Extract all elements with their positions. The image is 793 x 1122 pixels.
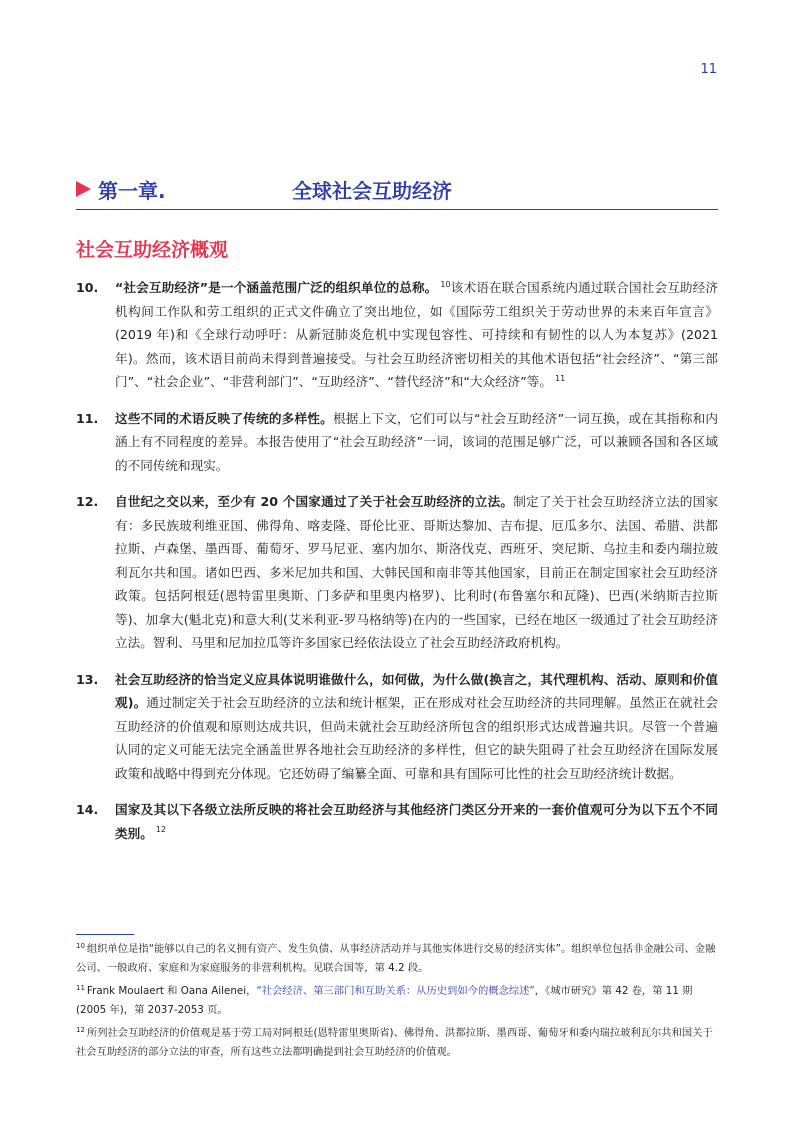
footnote-11 <box>76 982 718 1020</box>
paragraph-number: 10. <box>76 280 99 295</box>
footnote-link[interactable]: “社会经济、第三部门和互助关系：从历史到如今的概念综述” <box>256 985 535 997</box>
paragraph-11 <box>76 407 718 478</box>
footnote-number: 12 <box>76 1025 85 1034</box>
footnote-10 <box>76 940 718 978</box>
page-number: 11 <box>700 62 717 77</box>
footnotes <box>76 940 718 1066</box>
paragraph-lead: 自世纪之交以来，至少有 20 个国家通过了关于社会互助经济的立法。 <box>115 494 514 509</box>
footnote-ref: 10 <box>440 279 451 289</box>
footnote-text: 组织单位是指“能够以自己的名义拥有资产、发生负债、从事经济活动并与其他实体进行交易的经济实体”。组织单位包括非金融公司、金融公司、一般政府、家庭和为家庭服务的非营利机构。见联合国等，第 4.2 段。 <box>76 943 716 974</box>
paragraph-body: 制定了关于社会互助经济立法的国家有：多民族玻利维亚国、佛得角、喀麦隆、哥伦比亚、哥斯达黎加、吉布提、厄瓜多尔、法国、希腊、洪都拉斯、卢森堡、墨西哥、葡萄牙、罗马尼亚、塞内加尔、斯洛伐克、西班牙、突尼斯、乌拉圭和委内瑞拉玻利瓦尔共和国。诸如巴西、多米尼加共和国、大韩民国和南非等其他国家，目前正在制定国家社会互助经济政策。包括阿根廷(恩特雷里奥斯、门多萨和里奥内格罗)、比利时(布鲁塞尔和瓦隆)、巴西(米纳斯吉拉斯等)、加拿大(魁北克)和意大利(艾米利亚-罗马格纳等)在内的一些国家，已经在地区一级通过了社会互助经济立法。智利、马里和尼加拉瓜等许多国家已经依法设立了社会互助经济政府机构。 <box>115 494 719 650</box>
footnote-text: 所列社会互助经济的价值观是基于劳工局对阿根廷(恩特雷里奥斯省)、佛得角、洪都拉斯、墨西哥、葡萄牙和委内瑞拉玻利瓦尔共和国关于社会互助经济的部分立法的审查，所有这些立法都明确提到社会互助经济的价值观。 <box>76 1027 713 1058</box>
paragraph-number: 14. <box>76 802 99 817</box>
paragraph-lead: “社会互助经济”是一个涵盖范围广泛的组织单位的总称。 <box>115 280 438 295</box>
paragraph-lead: 社会互助经济的恰当定义应具体说明谁做什么，如何做，为什么做(换言之，其代理机构、活动、原则和价值观)。 <box>115 671 718 710</box>
chapter-title: 全球社会互助经济 <box>292 179 452 203</box>
paragraph-lead: 这些不同的术语反映了传统的多样性。 <box>115 410 333 426</box>
section-title: 社会互助经济概观 <box>76 239 229 261</box>
footnote-number: 10 <box>76 941 85 950</box>
paragraph-10 <box>76 276 718 394</box>
footnote-text: Frank Moulaert 和 Oana Ailenei， <box>86 985 257 997</box>
footnote-number: 11 <box>76 983 85 992</box>
footnote-ref: 12 <box>155 825 166 835</box>
paragraph-body: 通过制定关于社会互助经济的立法和统计框架，正在形成对社会互助经济的共同理解。虽然正在就社会互助经济的价值观和原则达成共识，但尚未就社会互助经济所包含的组织形式达成普遍共识。尽管一个普遍认同的定义可能无法完全涵盖世界各地社会互助经济的多样性，但它的缺失阻碍了社会互助经济在国际发展政策和战略中得到充分体现。它还妨碍了编纂全面、可靠和具有国际可比性的社会互助经济统计数据。 <box>115 695 719 781</box>
paragraph-number: 11. <box>76 410 99 426</box>
footnote-divider <box>76 934 134 935</box>
triangle-icon <box>76 181 91 197</box>
chapter-number: 第一章. <box>98 179 166 203</box>
paragraph-number: 12. <box>76 494 99 509</box>
paragraph-12 <box>76 490 718 655</box>
paragraph-number: 13. <box>76 671 99 687</box>
paragraph-13 <box>76 668 718 786</box>
paragraph-body: 根据上下文，它们可以与“社会互助经济”一词互换，或在其指称和内涵上有不同程度的差异。本报告使用了“社会互助经济”一词，该词的范围足够广泛，可以兼顾各国和各区域的不同传统和现实。 <box>115 410 718 473</box>
chapter-heading <box>76 175 718 210</box>
paragraph-14 <box>76 798 718 845</box>
paragraph-lead: 国家及其以下各级立法所反映的将社会互助经济与其他经济门类区分开来的一套价值观可分为以下五个不同类别。 <box>115 802 718 841</box>
paragraph-list <box>76 276 718 858</box>
footnote-ref: 11 <box>555 373 566 383</box>
paragraph-body: 该术语在联合国系统内通过联合国社会互助经济机构间工作队和劳工组织的正式文件确立了突出地位，如《国际劳工组织关于劳动世界的未来百年宣言》(2019 年)和《全球行动呼吁：从新冠肺炎危机中实现包容性、可持续和有韧性的以人为本复苏》(2021 年)。然而，该术语目前尚未得到普遍接受。与社会互助经济密切相关的其他术语包括“社会经济”、“第三部门”、“社会企业”、“非营利部门”、“互助经济”、“替代经济”和“大众经济”等。 <box>115 280 718 389</box>
footnote-12 <box>76 1024 718 1062</box>
footnote-text: ，《城市研究》第 42 卷，第 11 期(2005 年)，第 2037-2053 页。 <box>76 985 693 1016</box>
